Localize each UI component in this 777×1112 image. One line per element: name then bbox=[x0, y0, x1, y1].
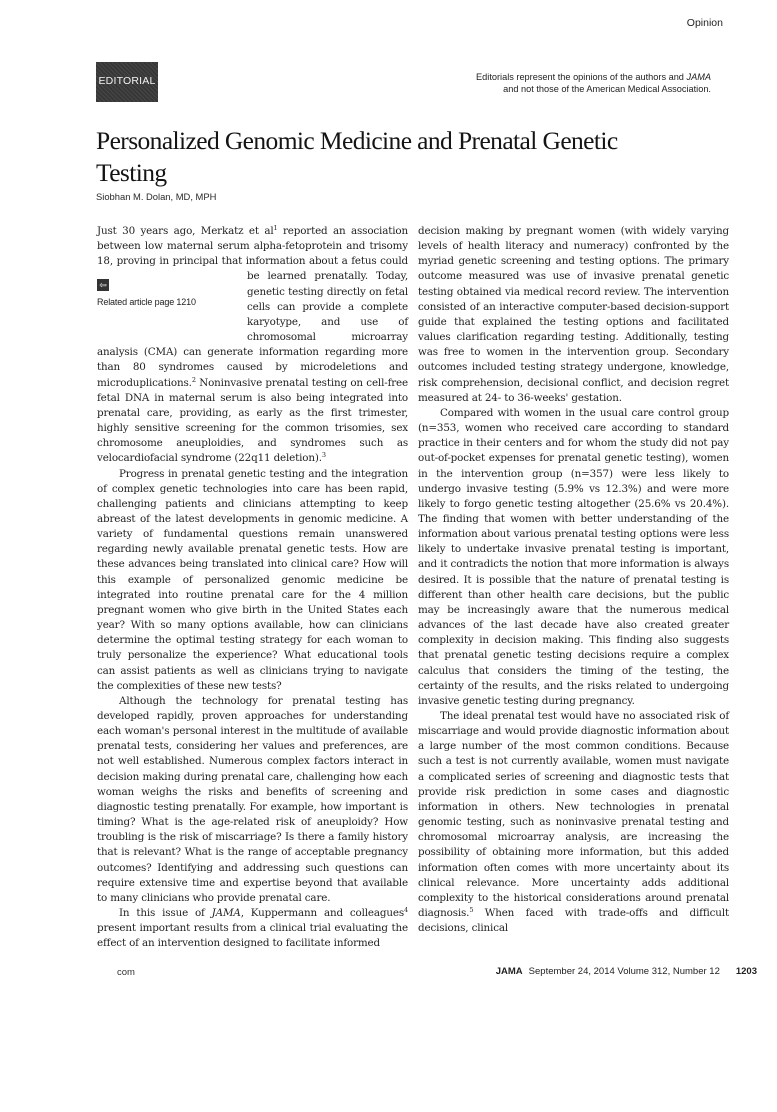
disclaimer-text-2: and not those of the American Medical Association. bbox=[503, 84, 711, 94]
reference-4[interactable]: 4 bbox=[404, 906, 408, 915]
paragraph bbox=[418, 709, 729, 936]
paragraph: Compared with women in the usual care control group (n=353, women who received care according to standard practice in their centers and for whom the study did not pay out-of-pocket expenses for prenatal genetic testing), women in the intervention group (n=357) were less likely to undergo invasive testing (5.9% vs 12.3%) and were more likely to forgo genetic testing altogether (25.6% vs 20.4%). The finding that women with better understanding of the information about various prenatal testing options were less likely to undertake invasive prenatal testing is important, and it contradicts the notion that more information is always desired. It is possible that the nature of prenatal testing is different than other health care decisions, but the public may be increasingly aware that the numerous medical advances of the last decade have also created greater complexity in decision making. This finding also suggests that prenatal genetic testing decisions require a complex calculus that considers the timing of the testing, the certainty of the results, and the risks related to undergoing invasive genetic testing during pregnancy. bbox=[418, 406, 729, 707]
paragraph-text: Just 30 years ago, Merkatz et al bbox=[97, 225, 274, 237]
article-type-label: EDITORIAL bbox=[98, 75, 156, 87]
paragraph: decision making by pregnant women (with widely varying levels of health literacy and numeracy) confronted by the myriad genetic screening and testing options. The primary outcome measured was use of invasive prenatal genetic testing obtained via medical record review. The intervention consisted of an interactive computer-based decision-support guide that explained the testing options and facilitated values clarification regarding testing. Additionally, testing was free to women in the intervention group. Secondary outcomes included testing strategy undergone, knowledge, risk comprehension, decisional conflict, and decision regret measured at 24- to 36-weeks' gestation. bbox=[418, 225, 729, 404]
article-type-badge bbox=[96, 62, 158, 102]
paragraph-text: In this issue of bbox=[119, 907, 212, 920]
footer-url: com bbox=[117, 967, 135, 978]
footer-issue: September 24, 2014 Volume 312, Number 12 bbox=[528, 966, 720, 977]
section-label: Opinion bbox=[686, 17, 723, 29]
author-byline: Siobhan M. Dolan, MD, MPH bbox=[96, 191, 217, 202]
paragraph-text: When faced with trade-offs and difficult decisions, clinical bbox=[418, 907, 729, 935]
reference-2[interactable]: 2 bbox=[191, 375, 196, 384]
footer-journal: JAMA bbox=[495, 966, 523, 977]
arrow-left-icon: ⇦ bbox=[97, 279, 109, 291]
related-article-link[interactable] bbox=[97, 269, 237, 341]
paragraph bbox=[97, 224, 408, 467]
page-number: 1203 bbox=[735, 966, 757, 977]
journal-name: JAMA bbox=[211, 907, 241, 920]
disclaimer-text: Editorials represent the opinions of the authors and bbox=[476, 72, 687, 82]
editorial-disclaimer bbox=[476, 71, 711, 95]
related-article-label[interactable]: Related article page 1210 bbox=[97, 297, 196, 308]
paragraph-text: learned prenatally. Today, genetic testing directly on fetal cells can provide a complete karyotype, and use of chromosomal microarray analysis (CMA) can generate information regarding more than 80 syndromes caused by microdeletions and microduplications. bbox=[97, 270, 408, 389]
reference-3[interactable]: 3 bbox=[321, 451, 326, 460]
paragraph-text: , Kuppermann and colleagues bbox=[240, 907, 404, 920]
paragraph bbox=[97, 906, 408, 951]
paragraph-text: reported an association between low maternal serum alpha-fetoprotein and trisomy 18, proving in principal that information about a fetus could be bbox=[97, 225, 408, 283]
paragraph-text: Noninvasive prenatal testing on cell-free fetal DNA in maternal serum is also being integrated into prenatal care, providing, as early as the first trimester, highly sensitive screening for the common trisomies, sex chromosome aneuploidies, and syndromes such as velocardiofacial syndrome (22q11 deletion). bbox=[97, 376, 408, 465]
paragraph-text: present important results from a clinical trial evaluating the effect of an intervention designed to facilitate informed bbox=[97, 922, 408, 950]
paragraph: Although the technology for prenatal testing has developed rapidly, proven approaches for understanding each woman's personal interest in the multitude of available prenatal tests, considering her values and preferences, are not well established. Numerous complex factors interact in decision making during prenatal care, challenging how each woman weighs the risks and benefits of screening and diagnostic testing prenatally. For example, how important is timing? What is the age-related risk of aneuploidy? How troubling is the risk of miscarriage? Is there a family history that is relevant? What is the range of acceptable pregnancy outcomes? Identifying and addressing such questions can require extensive time and expertise beyond that available to many clinicians who provide prenatal care. bbox=[97, 694, 408, 904]
footer-citation bbox=[496, 966, 757, 977]
paragraph-text: The ideal prenatal test would have no associated risk of miscarriage and would provide diagnostic information about a large number of the most common conditions. Because such a test is not currently available, women must navigate a complicated series of screening and diagnostic tests that provide risk prediction in some cases and diagnostic information in others. New technologies in prenatal genomic testing, such as noninvasive prenatal testing and chromosomal microarray analysis, are increasing the possibility of obtaining more information, but this added information often comes with more uncertainty about its clinical relevance. More uncertainty adds additional complexity to the historical considerations around prenatal diagnosis. bbox=[418, 710, 729, 920]
article-title: Personalized Genomic Medicine and Prenatal Genetic Testing bbox=[96, 126, 618, 187]
reference-1[interactable]: 1 bbox=[273, 224, 278, 232]
paragraph: Progress in prenatal genetic testing and the integration of complex genetic technologies into care has been rapid, challenging patients and clinicians attempting to keep abreast of the latest developments in genomic medicine. A variety of fundamental questions remain unanswered regarding newly available prenatal genetic tests. How are these advances being translated into clinical care? How will this example of personalized genomic medicine be integrated into routine prenatal care for the 4 million pregnant women who give birth in the United States each year? With so many options available, how can clinicians determine the optimal testing strategy for each woman to truly personalize the experience? What educational tools can assist patients as well as clinicians trying to navigate the complexities of these new tests? bbox=[97, 467, 408, 692]
body-column-right bbox=[418, 224, 729, 936]
disclaimer-journal: JAMA bbox=[686, 72, 711, 82]
body-column-left bbox=[97, 224, 408, 952]
reference-5[interactable]: 5 bbox=[469, 906, 474, 915]
